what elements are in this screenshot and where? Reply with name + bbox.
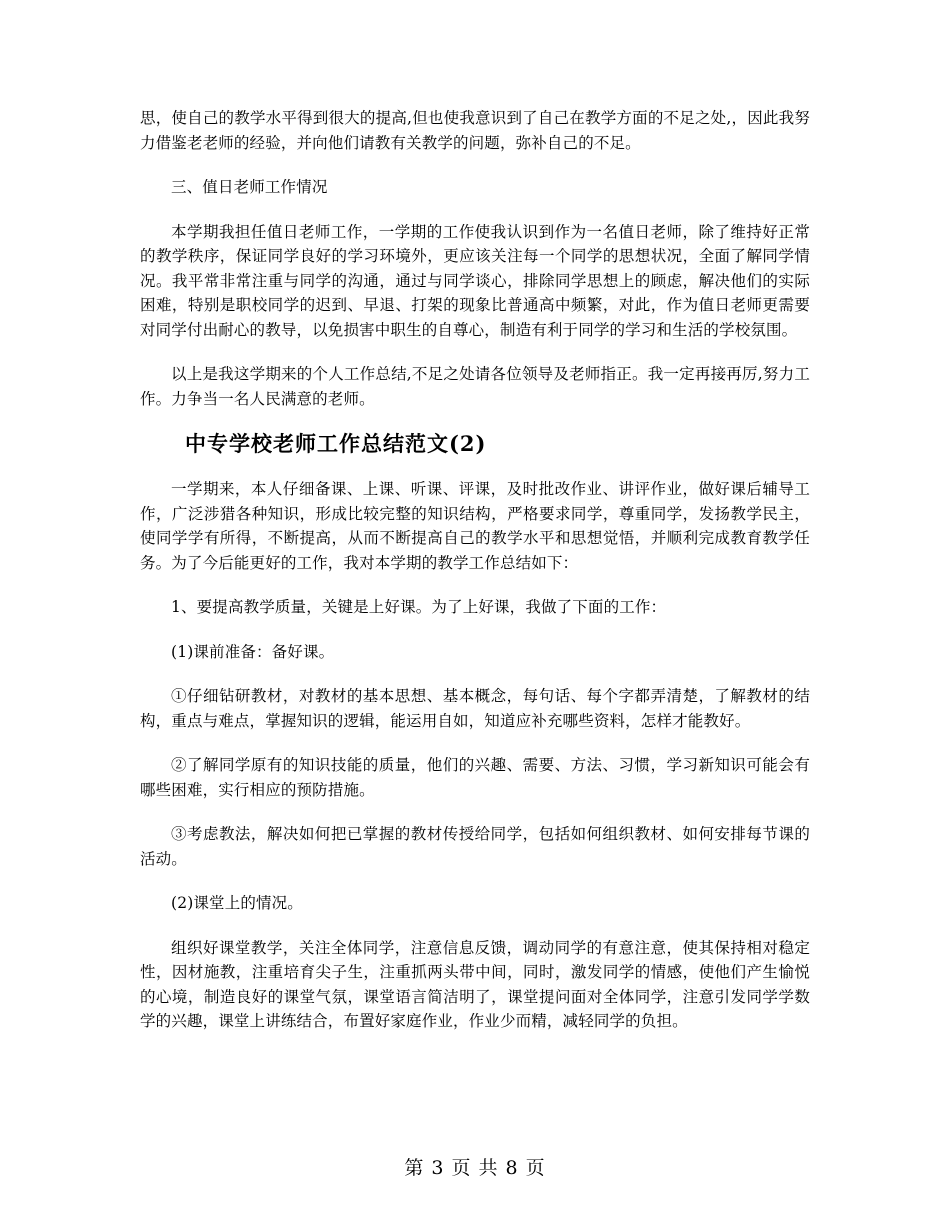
- paragraph-duty-teacher: 本学期我担任值日老师工作，一学期的工作使我认识到作为一名值日老师，除了维持好正常的教学秩序，保证同学良好的学习环境外，更应该关注每一个同学的思想状况，全面了解同学情况。我平常非常注重与同学的沟通，通过与同学谈心，排除同学思想上的顾虑，解决他们的实际困难，特别是职校同学的迟到、早退、打架的现象比普通高中频繁，对此，作为值日老师更需要对同学付出耐心的教导，以免损害中职生的自尊心，制造有利于同学的学习和生活的学校氛围。: [140, 222, 810, 339]
- subitem-lesson-prep: (1)课前准备：备好课。: [171, 642, 335, 661]
- paragraph-continuation: 思，使自己的教学水平得到很大的提高,但也使我意识到了自己在教学方面的不足之处,，因此我努力借鉴老老师的经验，并向他们请教有关教学的问题，弥补自己的不足。: [140, 109, 810, 152]
- page-number-footer: 第 3 页 共 8 页: [404, 1157, 546, 1179]
- paragraph-point-2: ②了解同学原有的知识技能的质量，他们的兴趣、需要、方法、习惯，学习新知识可能会有哪些困难，实行相应的预防措施。: [140, 756, 810, 799]
- paragraph-point-3: ③考虑教法，解决如何把已掌握的教材传授给同学，包括如何组织教材、如何安排每节课的活动。: [140, 825, 810, 868]
- paragraph-intro: 一学期来，本人仔细备课、上课、听课、评课，及时批改作业、讲评作业，做好课后辅导工作，广泛涉猎各种知识，形成比较完整的知识结构，严格要求同学，尊重同学，发扬教学民主，使同学学有所得，不断提高，从而不断提高自己的教学水平和思想觉悟，并顺利完成教育教学任务。为了今后能更好的工作，我对本学期的教学工作总结如下：: [140, 480, 810, 572]
- paragraph-classroom: 组织好课堂教学，关注全体同学，注意信息反馈，调动同学的有意注意，使其保持相对稳定性，因材施教，注重培育尖子生，注重抓两头带中间，同时，激发同学的情感，使他们产生愉悦的心境，制造良好的课堂气氛，课堂语言简洁明了，课堂提问面对全体同学，注意引发同学学数学的兴趣，课堂上讲练结合，布置好家庭作业，作业少而精，减轻同学的负担。: [140, 938, 810, 1030]
- subitem-classroom: (2)课堂上的情况。: [171, 894, 303, 912]
- paragraph-point-1: ①仔细钻研教材，对教材的基本思想、基本概念，每句话、每个字都弄清楚，了解教材的结构，重点与难点，掌握知识的逻辑，能运用自如，知道应补充哪些资料，怎样才能教好。: [140, 687, 810, 730]
- subheading-duty-teacher: 三、值日老师工作情况: [171, 178, 328, 196]
- document-body: [140, 106, 810, 1034]
- list-item-1: 1、要提高教学质量，关键是上好课。为了上好课，我做了下面的工作：: [171, 598, 667, 616]
- paragraph-conclusion: 以上是我这学期来的个人工作总结,不足之处请各位领导及老师指正。我一定再接再厉,努力工作。力争当一名人民满意的老师。: [140, 365, 810, 408]
- section-title: 中专学校老师工作总结范文(2): [185, 431, 487, 456]
